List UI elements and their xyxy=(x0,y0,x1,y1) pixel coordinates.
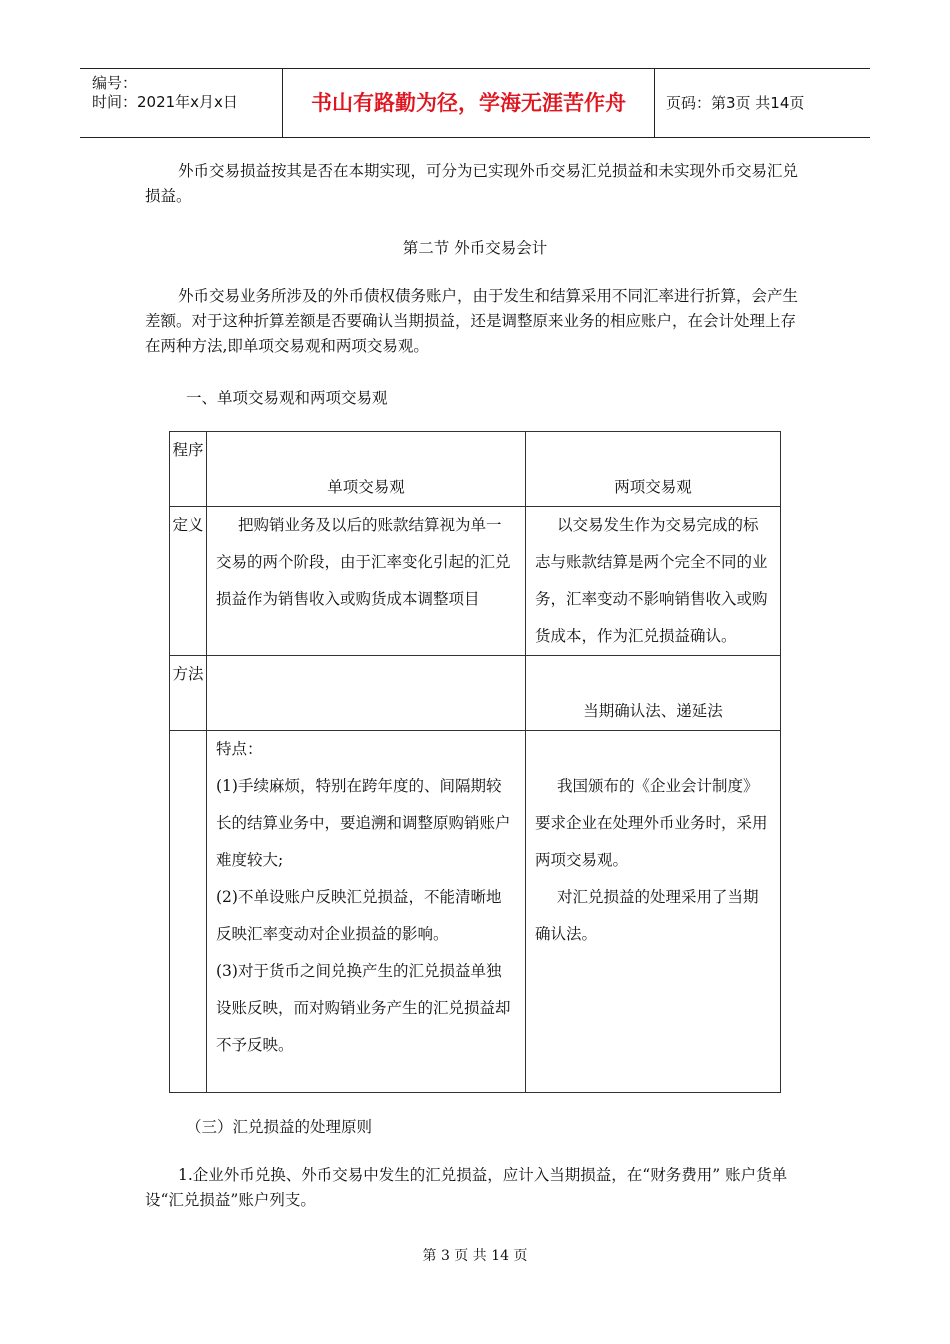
column-header-text: 单项交易观 xyxy=(327,478,405,496)
page-header xyxy=(80,68,870,138)
table-cell xyxy=(207,731,526,1093)
column-header xyxy=(526,432,781,507)
table-row xyxy=(170,656,781,731)
row-label xyxy=(170,731,207,1093)
cell-text: 以交易发生作为交易完成的标志与账款结算是两个完全不同的业务，汇率变动不影响销售收入或购货成本，作为汇兑损益确认。 xyxy=(535,516,768,645)
cell-text: 特点： xyxy=(216,740,263,758)
table-cell xyxy=(207,656,526,731)
row-label: 方法 xyxy=(170,656,207,731)
table-cell xyxy=(526,731,781,1093)
subheading: 一、单项交易观和两项交易观 xyxy=(186,389,388,407)
cell-text: 对汇兑损益的处理采用了当期确认法。 xyxy=(535,888,759,943)
header-divider xyxy=(654,69,655,137)
date-label: 时间：2021年x月x日 xyxy=(92,93,238,111)
serial-label: 编号： xyxy=(92,74,138,92)
table-row xyxy=(170,731,781,1093)
table-cell xyxy=(526,656,781,731)
table-row xyxy=(170,507,781,656)
cell-text: 我国颁布的《企业会计制度》要求企业在处理外币业务时，采用两项交易观。 xyxy=(535,777,768,869)
list-item: (3)对于货币之间兑换产生的汇兑损益单独设账反映，而对购销业务产生的汇兑损益却不予反映。 xyxy=(216,962,511,1054)
list-item: (1)手续麻烦，特别在跨年度的、间隔期较长的结算业务中，要追溯和调整原购销账户难度较大; xyxy=(216,777,511,869)
column-header-text: 两项交易观 xyxy=(614,478,692,496)
header-motto: 书山有路勤为径，学海无涯苦作舟 xyxy=(311,91,626,115)
table-cell xyxy=(207,507,526,656)
subheading: （三）汇兑损益的处理原则 xyxy=(186,1118,373,1136)
page-footer: 第 3 页 共 14 页 xyxy=(422,1248,528,1264)
paragraph: 外币交易业务所涉及的外币债权债务账户，由于发生和结算采用不同汇率进行折算，会产生差额。对于这种折算差额是否要确认当期损益，还是调整原来业务的相应账户，在会计处理上存在两种方法,即单项交易观和两项交易观。 xyxy=(145,287,799,355)
comparison-table xyxy=(169,431,781,1093)
row-label: 程序 xyxy=(170,432,207,507)
section-title: 第二节 外币交易会计 xyxy=(402,239,548,257)
row-label: 定义 xyxy=(170,507,207,656)
table-cell xyxy=(526,507,781,656)
paragraph: 外币交易损益按其是否在本期实现，可分为已实现外币交易汇兑损益和未实现外币交易汇兑损益。 xyxy=(145,162,799,205)
column-header xyxy=(207,432,526,507)
paragraph: 1.企业外币兑换、外币交易中发生的汇兑损益，应计入当期损益，在“财务费用” 账户货单设“汇兑损益”账户列支。 xyxy=(145,1166,788,1209)
list-item: (2)不单设账户反映汇兑损益，不能清晰地反映汇率变动对企业损益的影响。 xyxy=(216,888,502,943)
header-page-number: 页码：第3页 共14页 xyxy=(666,94,805,112)
cell-text: 当期确认法、递延法 xyxy=(583,702,723,720)
header-meta xyxy=(80,69,282,137)
cell-text: 把购销业务及以后的账款结算视为单一交易的两个阶段，由于汇率变化引起的汇兑损益作为销售收入或购货成本调整项目 xyxy=(216,516,511,608)
table-row xyxy=(170,432,781,507)
